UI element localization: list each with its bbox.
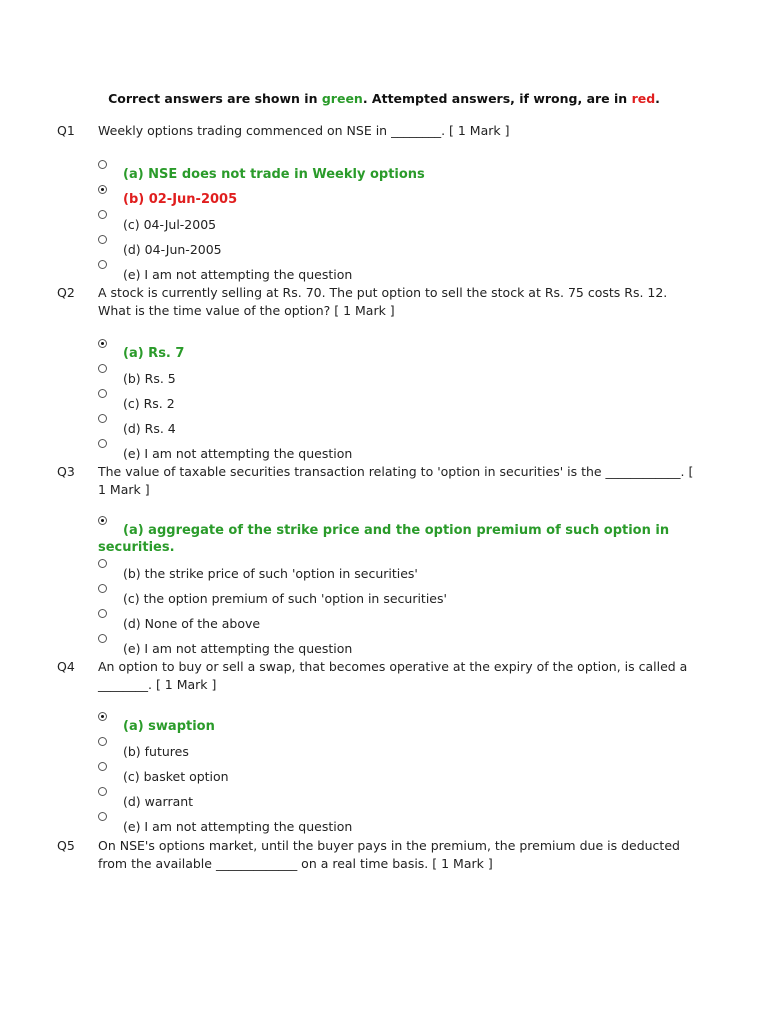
option-q1-b[interactable] (98, 191, 678, 208)
option-q2-a[interactable] (98, 345, 678, 362)
option-label: (c) the option premium of such 'option in securities' (123, 591, 447, 606)
radio-button[interactable] (98, 414, 107, 423)
radio-button-selected[interactable] (98, 185, 107, 194)
radio-button-selected[interactable] (98, 339, 107, 348)
option-q3-b[interactable] (98, 565, 678, 582)
radio-button[interactable] (98, 762, 107, 771)
option-label: (a) NSE does not trade in Weekly options (123, 167, 425, 182)
option-label: (c) Rs. 2 (123, 396, 175, 411)
option-q1-a[interactable] (98, 166, 678, 183)
option-label: (a) Rs. 7 (123, 346, 185, 361)
radio-button[interactable] (98, 559, 107, 568)
radio-button[interactable] (98, 389, 107, 398)
radio-button[interactable] (98, 260, 107, 269)
question-text: The value of taxable securities transaction relating to 'option in securities' is the ____________. [ 1 Mark ] (98, 464, 694, 497)
option-q4-c[interactable] (98, 768, 678, 785)
option-label: (e) I am not attempting the question (123, 819, 353, 834)
option-q1-d[interactable] (98, 241, 678, 258)
option-label: (a) swaption (123, 719, 215, 734)
option-q3-c[interactable] (98, 590, 678, 607)
question-number: Q5 (57, 838, 75, 853)
radio-button-selected[interactable] (98, 712, 107, 721)
option-q3-a[interactable] (98, 522, 678, 556)
option-label: (b) Rs. 5 (123, 371, 176, 386)
radio-button[interactable] (98, 634, 107, 643)
radio-button[interactable] (98, 210, 107, 219)
question-text: A stock is currently selling at Rs. 70. The put option to sell the stock at Rs. 75 costs Rs. 12. What is the time value of the option? [ 1 Mark ] (98, 285, 668, 318)
option-q3-d[interactable] (98, 615, 678, 632)
option-q3-e[interactable] (98, 640, 678, 657)
radio-button[interactable] (98, 364, 107, 373)
option-q1-c[interactable] (98, 216, 678, 233)
radio-button[interactable] (98, 235, 107, 244)
legend-header (100, 90, 668, 107)
radio-button[interactable] (98, 787, 107, 796)
radio-button[interactable] (98, 737, 107, 746)
radio-button[interactable] (98, 160, 107, 169)
radio-button[interactable] (98, 812, 107, 821)
option-q2-e[interactable] (98, 445, 678, 462)
option-q2-b[interactable] (98, 370, 678, 387)
question-number: Q1 (57, 123, 75, 138)
option-label: (e) I am not attempting the question (123, 446, 353, 461)
radio-button[interactable] (98, 439, 107, 448)
question-number: Q4 (57, 659, 75, 674)
option-label: (d) warrant (123, 794, 194, 809)
question-text: Weekly options trading commenced on NSE in ________. [ 1 Mark ] (98, 123, 510, 138)
header-red-word: red (631, 91, 656, 106)
header-text-3: . (655, 91, 660, 106)
option-label: (e) I am not attempting the question (123, 267, 353, 282)
header-green-word: green (321, 91, 363, 106)
question-number: Q3 (57, 464, 75, 479)
header-text-1: Correct answers are shown in (108, 91, 322, 106)
question-number: Q2 (57, 285, 75, 300)
option-q4-b[interactable] (98, 743, 678, 760)
radio-button[interactable] (98, 609, 107, 618)
option-label: (c) basket option (123, 769, 229, 784)
option-label: (c) 04-Jul-2005 (123, 217, 217, 232)
header-text-2: . Attempted answers, if wrong, are in (362, 91, 632, 106)
option-label: (b) the strike price of such 'option in securities' (123, 566, 418, 581)
question-text: On NSE's options market, until the buyer pays in the premium, the premium due is deducted from the available _____________ on a real time basis. [ 1 Mark ] (98, 838, 680, 871)
option-q4-e[interactable] (98, 818, 678, 835)
option-q2-d[interactable] (98, 420, 678, 437)
question-text: An option to buy or sell a swap, that becomes operative at the expiry of the option, is called a ________. [ 1 Mark ] (98, 659, 688, 692)
option-label: (e) I am not attempting the question (123, 641, 353, 656)
radio-button-selected[interactable] (98, 516, 107, 525)
option-label: (d) None of the above (123, 616, 261, 631)
option-q4-d[interactable] (98, 793, 678, 810)
option-label: (d) Rs. 4 (123, 421, 176, 436)
option-label: (b) 02-Jun-2005 (123, 192, 238, 207)
option-q1-e[interactable] (98, 266, 678, 283)
option-label: (b) futures (123, 744, 189, 759)
radio-button[interactable] (98, 584, 107, 593)
option-q4-a[interactable] (98, 718, 678, 735)
option-label: (d) 04-Jun-2005 (123, 242, 222, 257)
option-q2-c[interactable] (98, 395, 678, 412)
option-label: (a) aggregate of the strike price and the option premium of such option in securities. (98, 523, 670, 555)
